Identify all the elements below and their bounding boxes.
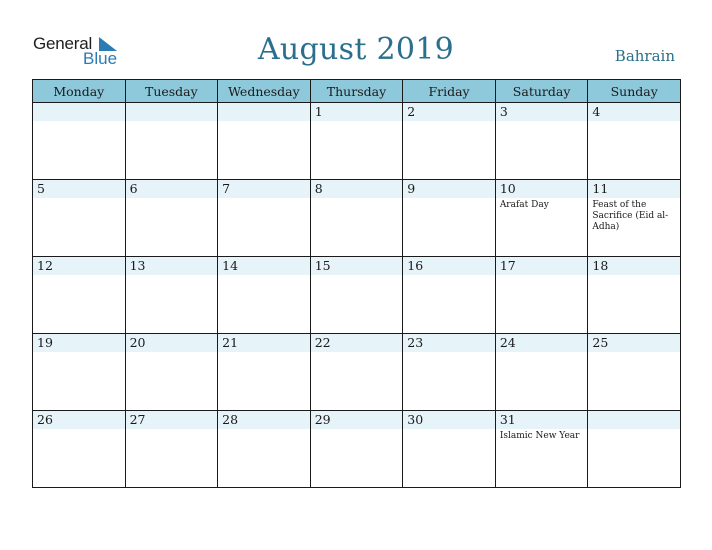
day-cell[interactable]: [33, 103, 126, 180]
day-band: [126, 411, 218, 429]
weekday-header: Monday: [33, 80, 126, 103]
day-cell[interactable]: [403, 257, 496, 334]
week-row: [33, 257, 681, 334]
day-number: 17: [499, 258, 516, 273]
day-cell[interactable]: [218, 334, 311, 411]
day-band: [33, 103, 125, 121]
day-band: [403, 411, 495, 429]
day-number: 11: [592, 181, 609, 196]
day-cell[interactable]: [588, 257, 681, 334]
day-band: [33, 334, 125, 352]
day-cell[interactable]: [588, 411, 681, 488]
day-band: [218, 180, 310, 198]
day-cell[interactable]: [403, 334, 496, 411]
day-band: [218, 103, 310, 121]
day-cell[interactable]: [403, 180, 496, 257]
day-cell[interactable]: [310, 411, 403, 488]
day-number: 4: [592, 104, 601, 119]
day-band: [33, 411, 125, 429]
day-cell[interactable]: [33, 257, 126, 334]
day-number: 9: [407, 181, 416, 196]
day-band: [496, 411, 588, 429]
weekday-header-row: [33, 80, 681, 103]
day-number: 18: [592, 258, 609, 273]
day-number: 22: [314, 335, 331, 350]
page-title: August 2019: [257, 32, 455, 67]
day-cell[interactable]: [310, 103, 403, 180]
day-band: [218, 257, 310, 275]
day-number: 7: [222, 181, 231, 196]
day-cell[interactable]: [588, 334, 681, 411]
day-number: 6: [129, 181, 138, 196]
day-number: 1: [314, 104, 323, 119]
day-number: 29: [314, 412, 331, 427]
day-band: [33, 180, 125, 198]
day-cell[interactable]: [310, 180, 403, 257]
weekday-header: Friday: [403, 80, 496, 103]
day-number: 21: [222, 335, 239, 350]
holiday-label: Arafat Day: [499, 200, 549, 210]
week-row: [33, 103, 681, 180]
logo-general-text: General: [33, 34, 93, 53]
day-number: 31: [499, 412, 516, 427]
day-band: [588, 334, 680, 352]
day-number: 5: [37, 181, 45, 196]
day-band: [33, 257, 125, 275]
day-band: [311, 103, 403, 121]
day-number: 16: [407, 258, 424, 273]
holiday-label: Feast of the Sacrifice (Eid al-Adha): [592, 200, 669, 232]
day-band: [311, 180, 403, 198]
day-number: 26: [37, 412, 53, 427]
day-band: [126, 103, 218, 121]
holiday-label: Islamic New Year: [499, 431, 580, 441]
day-number: 23: [407, 335, 424, 350]
weekday-header: Sunday: [588, 80, 681, 103]
day-band: [403, 334, 495, 352]
day-number: 14: [222, 258, 239, 273]
day-number: 8: [314, 181, 323, 196]
day-cell[interactable]: [125, 411, 218, 488]
day-number: 20: [129, 335, 146, 350]
day-cell[interactable]: [125, 103, 218, 180]
day-band: [588, 257, 680, 275]
day-cell[interactable]: [125, 334, 218, 411]
day-band: [311, 257, 403, 275]
day-cell[interactable]: [33, 411, 126, 488]
day-band: [126, 180, 218, 198]
day-number: 12: [37, 258, 53, 273]
day-band: [496, 103, 588, 121]
day-cell[interactable]: [495, 257, 588, 334]
day-band: [218, 334, 310, 352]
day-band: [126, 257, 218, 275]
day-band: [403, 103, 495, 121]
day-number: 28: [222, 412, 239, 427]
day-number: 30: [407, 412, 424, 427]
weekday-header: Thursday: [310, 80, 403, 103]
day-band: [588, 180, 680, 198]
day-number: 13: [129, 258, 146, 273]
day-band: [311, 334, 403, 352]
day-number: 24: [499, 335, 516, 350]
day-cell[interactable]: [495, 103, 588, 180]
day-cell[interactable]: [33, 180, 126, 257]
day-cell[interactable]: [588, 103, 681, 180]
day-cell[interactable]: [125, 180, 218, 257]
day-cell[interactable]: [218, 257, 311, 334]
day-number: 10: [499, 181, 516, 196]
calendar-body: [33, 103, 681, 488]
day-cell[interactable]: [403, 103, 496, 180]
day-band: [126, 334, 218, 352]
day-number: 27: [129, 412, 146, 427]
day-cell[interactable]: [495, 180, 588, 257]
day-band: [588, 411, 680, 429]
day-cell[interactable]: [218, 411, 311, 488]
day-band: [496, 180, 588, 198]
day-number: 3: [499, 104, 508, 119]
logo-blue-text: Blue: [83, 49, 118, 68]
day-band: [403, 180, 495, 198]
day-number: 15: [314, 258, 331, 273]
day-cell[interactable]: [310, 334, 403, 411]
day-cell[interactable]: [495, 334, 588, 411]
weekday-header: Tuesday: [125, 80, 218, 103]
day-cell[interactable]: [588, 180, 681, 257]
day-cell[interactable]: [495, 411, 588, 488]
day-cell[interactable]: [218, 103, 311, 180]
day-cell[interactable]: [125, 257, 218, 334]
country-label: Bahrain: [614, 47, 675, 65]
day-cell[interactable]: [218, 180, 311, 257]
day-number: 19: [37, 335, 53, 350]
week-row: [33, 334, 681, 411]
day-band: [496, 257, 588, 275]
week-row: [33, 180, 681, 257]
day-cell[interactable]: [33, 334, 126, 411]
day-band: [311, 411, 403, 429]
weekday-header: Saturday: [495, 80, 588, 103]
day-cell[interactable]: [310, 257, 403, 334]
day-band: [588, 103, 680, 121]
calendar-grid: [32, 79, 681, 488]
week-row: [33, 411, 681, 488]
weekday-header: Wednesday: [218, 80, 311, 103]
day-number: 25: [592, 335, 609, 350]
day-band: [403, 257, 495, 275]
day-number: 2: [407, 104, 416, 119]
day-band: [496, 334, 588, 352]
day-band: [218, 411, 310, 429]
day-cell[interactable]: [403, 411, 496, 488]
